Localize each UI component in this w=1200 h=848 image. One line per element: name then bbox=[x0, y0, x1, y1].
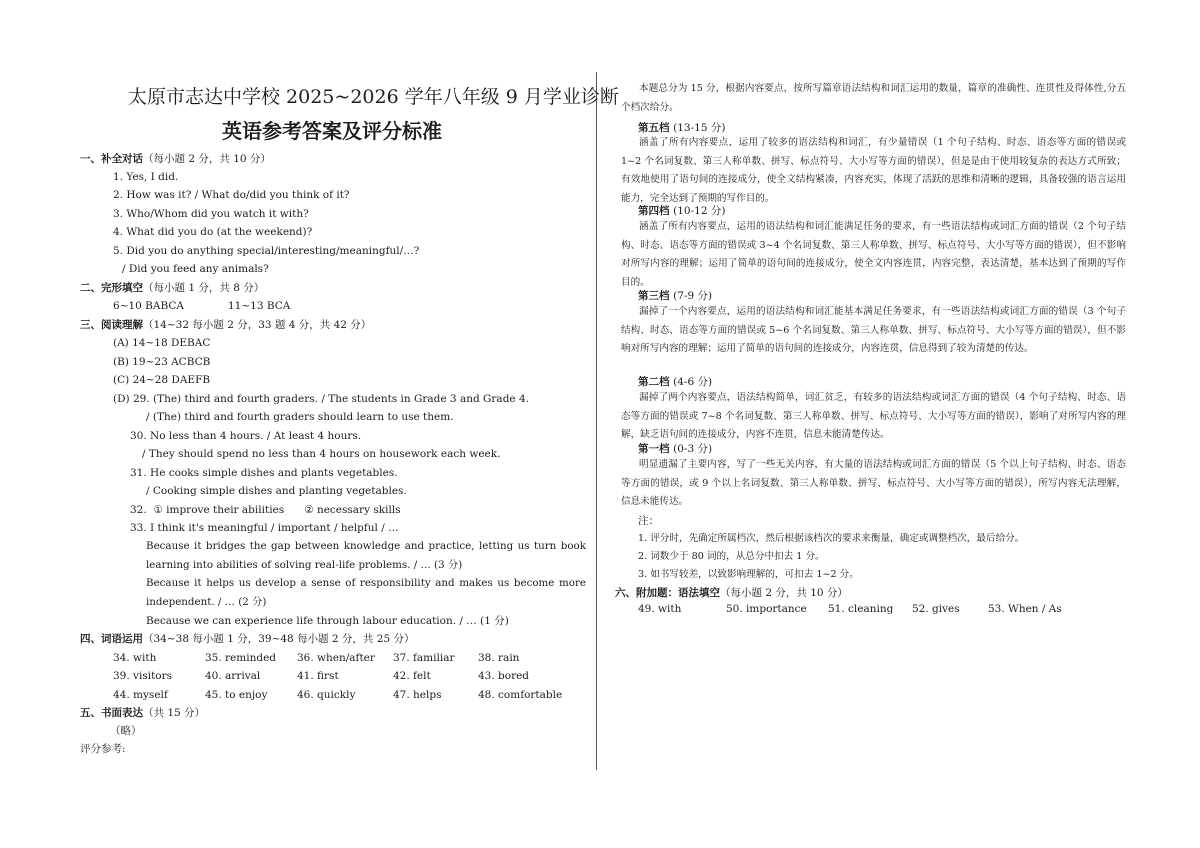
level-5-heading: 第五档 (13-15 分) bbox=[638, 122, 726, 134]
level-4-text: 涵盖了所有内容要点，运用的语法结构和词汇能满足任务的要求，有一些语法结构或词汇方面的错误（2 个句子结构、时态、语态等方面的错误或 3~4 个名词复数、第三人称单数、拼写、标点符号、大小写等方面的错误），但不影响对所写内容的理解；运用了简单的语句间的连接成分，使全文内容连贯，内容完整，表达清楚，基本达到了预期的写作目的。 bbox=[621, 221, 1126, 288]
level-3-text: 漏掉了一个内容要点，运用的语法结构和词汇能基本满足任务要求，有一些语法结构或词汇方面的错误（3 个句子结构、时态、语态等方面的错误或 5~6 个名词复数、第三人称单数、拼写、标点符号、大小写等方面的错误），但不影响对所写内容的理解；运用了简单的语句间的连接成分，内容连贯，信息得到了较为清楚的传达。 bbox=[621, 306, 1126, 355]
section-1-heading bbox=[80, 150, 271, 168]
section-title: 三、阅读理解 bbox=[80, 319, 143, 331]
level-4-heading: 第四档 (10-12 分) bbox=[638, 205, 726, 217]
section-4-heading bbox=[80, 630, 414, 648]
scoring-reference-label: 评分参考: bbox=[80, 743, 126, 755]
level-3-heading: 第三档 (7-9 分) bbox=[638, 290, 713, 302]
answer-line: / Did you feed any animals? bbox=[122, 263, 269, 275]
section-title: 二、完形填空 bbox=[80, 282, 143, 294]
level-2-text: 漏掉了两个内容要点，语法结构简单，词汇贫乏，有较多的语法结构或词汇方面的错误（4 个句子结构、时态、语态等方面的错误或 7~8 个名词复数、第三人称单数、拼写、标点符号、大小写等方面的错误），影响了对所写内容的理解，缺乏语句间的连接成分，内容不连贯，信息未能清楚传达。 bbox=[621, 392, 1126, 441]
answer-line: Because we can experience life through labour education. / … (1 分) bbox=[146, 615, 509, 627]
answer-line: / Cooking simple dishes and planting vegetables. bbox=[146, 485, 407, 497]
section-note: （每小题 2 分，共 10 分） bbox=[720, 587, 848, 599]
answer-line: (B) 19~23 ACBCB bbox=[113, 356, 211, 368]
page-title: 太原市志达中学校 2025~2026 学年八年级 9 月学业诊断 bbox=[128, 86, 619, 108]
omitted-note: （略） bbox=[110, 725, 142, 737]
word-row: 44. myself 45. to enjoy 46. quickly 47. helps 48. comfortable bbox=[113, 689, 563, 701]
answer-line: 6~10 BABCA bbox=[113, 300, 185, 312]
answer-line: (D) 29. (The) third and fourth graders. / The students in Grade 3 and Grade 4. bbox=[113, 393, 529, 405]
section-note: （34~38 每小题 1 分，39~48 每小题 2 分，共 25 分） bbox=[143, 633, 415, 645]
answer-line: (A) 14~18 DEBAC bbox=[113, 337, 211, 349]
section-note: （共 15 分） bbox=[143, 707, 206, 719]
grammar-answers-row: 49. with 50. importance 51. cleaning 52. gives 53. When / As bbox=[638, 603, 1062, 615]
level-2-heading: 第二档 (4-6 分) bbox=[638, 376, 713, 388]
section-title: 五、书面表达 bbox=[80, 707, 143, 719]
note-item: 3. 如书写较差，以致影响理解的，可扣去 1~2 分。 bbox=[638, 569, 859, 580]
word-row: 39. visitors 40. arrival 41. first 42. felt 43. bored bbox=[113, 670, 530, 682]
scoring-intro: 本题总分为 15 分，根据内容要点，按所写篇章语法结构和词汇运用的数量，篇章的准确性、连贯性及得体性,分五个档次给分。 bbox=[621, 83, 1126, 113]
answer-line: 30. No less than 4 hours. / At least 4 hours. bbox=[130, 430, 362, 442]
note-item: 2. 词数少于 80 词的，从总分中扣去 1 分。 bbox=[638, 551, 825, 562]
answer-line: (C) 24~28 DAEFB bbox=[113, 374, 211, 386]
level-5-text: 涵盖了所有内容要点，运用了较多的语法结构和词汇，有少量错误（1 个句子结构、时态、语态等方面的错误或 1~2 个名词复数、第三人称单数、拼写、标点符号、大小写等方面的错误），但是是由于使用较复杂的表达方式所致；有效地使用了语句间的连接成分，使全文结构紧凑，内容充实，体现了活跃的思维和清晰的逻辑，具备较强的语言运用能力，完全达到了预期的写作目的。 bbox=[621, 137, 1126, 204]
answer-line: 1. Yes, I did. bbox=[113, 171, 179, 183]
answer-line: / They should spend no less than 4 hours on housework each week. bbox=[142, 448, 501, 460]
section-note: （每小题 2 分，共 10 分） bbox=[143, 153, 271, 165]
page-subtitle: 英语参考答案及评分标准 bbox=[222, 119, 442, 143]
answer-line: 3. Who/Whom did you watch it with? bbox=[113, 208, 309, 220]
level-1-text: 明显遗漏了主要内容，写了一些无关内容，有大量的语法结构或词汇方面的错误（5 个以上句子结构、时态、语态等方面的错误，或 9 个以上名词复数、第三人称单数、拼写、标点符号、大小写等方面的错误），所写内容无法理解，信息未能传达。 bbox=[621, 459, 1126, 508]
answer-paragraph: Because it helps us develop a sense of responsibility and makes us become more independent. / … (2 分) bbox=[146, 577, 586, 608]
answer-line: 11~13 BCA bbox=[228, 300, 291, 312]
answer-line: 5. Did you do anything special/interesting/meaningful/…? bbox=[113, 245, 420, 257]
section-title: 六、附加题：语法填空 bbox=[615, 587, 720, 599]
answer-line: 4. What did you do (at the weekend)? bbox=[113, 226, 313, 238]
answer-paragraph: Because it bridges the gap between knowledge and practice, letting us turn book learning into abilities of solving real-life problems. / … (3 分) bbox=[146, 540, 586, 571]
section-5-heading bbox=[80, 704, 205, 722]
section-note: （每小题 1 分，共 8 分） bbox=[143, 282, 265, 294]
section-2-heading bbox=[80, 279, 264, 297]
answer-line: 31. He cooks simple dishes and plants vegetables. bbox=[130, 467, 398, 479]
column-divider bbox=[596, 72, 597, 770]
answer-line: 2. How was it? / What do/did you think of it? bbox=[113, 189, 350, 201]
section-3-heading bbox=[80, 316, 371, 334]
answer-line-33: 33. I think it's meaningful / important / helpful / … bbox=[130, 522, 399, 534]
section-title: 四、词语运用 bbox=[80, 633, 143, 645]
answer-line: / (The) third and fourth graders should learn to use them. bbox=[146, 411, 454, 423]
note-item: 1. 评分时，先确定所属档次，然后根据该档次的要求来衡量，确定或调整档次，最后给分。 bbox=[638, 533, 1025, 544]
answer-line-32: 32. ① improve their abilities ② necessary skills bbox=[130, 504, 401, 516]
section-title: 一、补全对话 bbox=[80, 153, 143, 165]
word-row: 34. with 35. reminded 36. when/after 37. familiar 38. rain bbox=[113, 652, 520, 664]
notes-label: 注： bbox=[638, 515, 659, 527]
section-note: （14~32 每小题 2 分，33 题 4 分，共 42 分） bbox=[143, 319, 372, 331]
level-1-heading: 第一档 (0-3 分) bbox=[638, 443, 713, 455]
